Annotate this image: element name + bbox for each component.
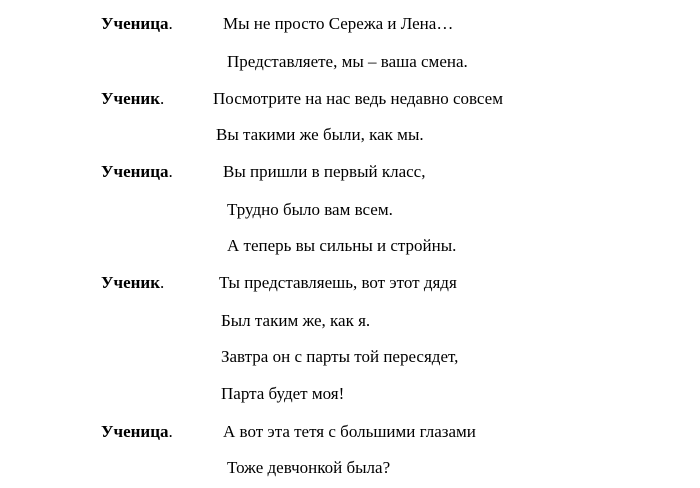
speaker-label: Ученик. [101, 89, 165, 108]
dialogue-line: Ты представляешь, вот этот дядя [219, 273, 457, 292]
dialogue-line: Посмотрите на нас ведь недавно совсем [213, 89, 503, 108]
speaker-name: Ученица [101, 14, 169, 33]
speaker-name: Ученик [101, 273, 160, 292]
speaker-label: Ученик. [101, 273, 165, 292]
dialogue-line: Парта будет моя! [221, 384, 345, 403]
dialogue-line: Вы пришли в первый класс, [223, 162, 426, 181]
dialogue-line: Завтра он с парты той пересядет, [221, 347, 459, 366]
speaker-name: Ученица [101, 162, 169, 181]
dialogue-line: Мы не просто Сережа и Лена… [223, 14, 454, 33]
speaker-name: Ученик [101, 89, 160, 108]
speaker-label: Ученица. [101, 422, 173, 441]
dialogue-line: Тоже девчонкой была? [227, 458, 391, 477]
dialogue-line: А теперь вы сильны и стройны. [227, 236, 457, 255]
dialogue-line: Трудно было вам всем. [227, 200, 393, 219]
dialogue-line: Вы такими же были, как мы. [216, 125, 424, 144]
dialogue-line: А вот эта тетя с большими глазами [223, 422, 476, 441]
speaker-name: Ученица [101, 422, 169, 441]
dialogue-line: Представляете, мы – ваша смена. [227, 52, 468, 71]
speaker-label: Ученица. [101, 162, 173, 181]
speaker-label: Ученица. [101, 14, 173, 33]
dialogue-line: Был таким же, как я. [221, 311, 371, 330]
